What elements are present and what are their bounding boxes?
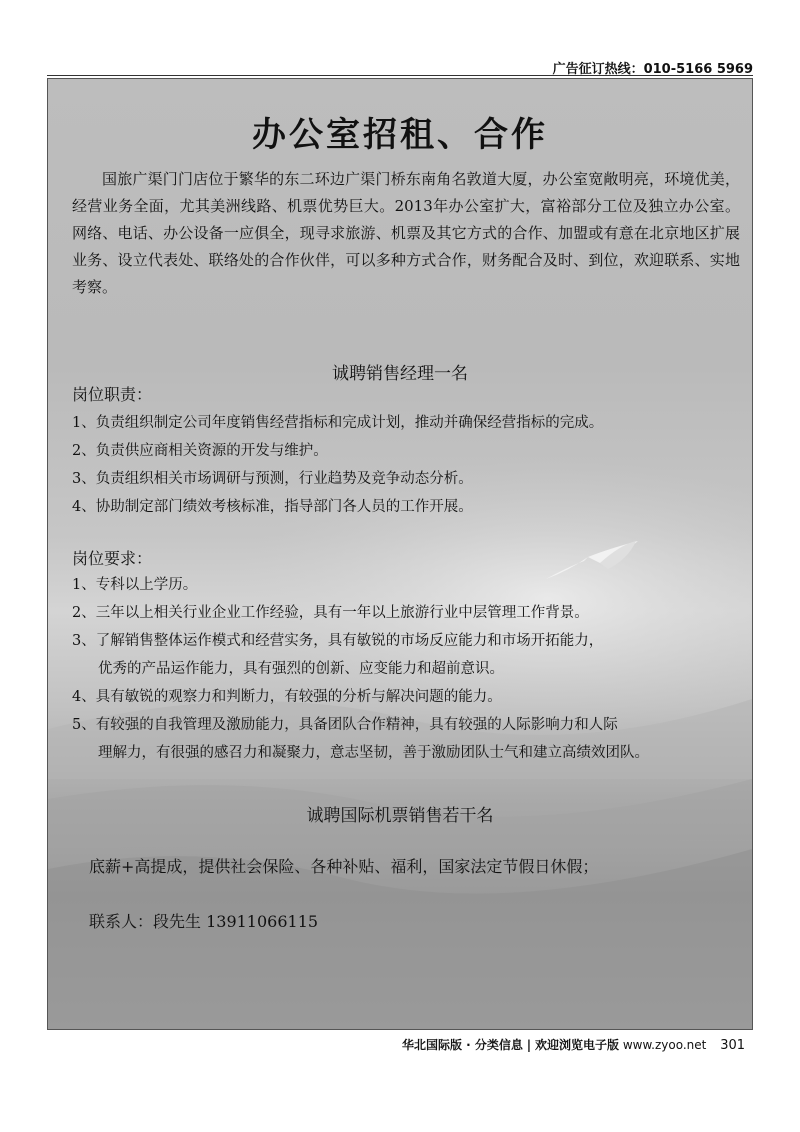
footer-promo: 欢迎浏览电子版: [534, 1038, 619, 1052]
page-number: 301: [720, 1038, 746, 1053]
requirements-label: 岗位要求：: [72, 549, 153, 568]
footer-separator: |: [526, 1038, 532, 1052]
footer-website: www.zyoo.net: [622, 1038, 707, 1052]
list-item: 3、了解销售整体运作模式和经营实务，具有敏锐的市场反应能力和市场开拓能力，: [72, 633, 604, 649]
list-item: 3、负责组织相关市场调研与预测，行业趋势及竞争动态分析。: [72, 471, 473, 487]
top-rule: [47, 75, 753, 76]
list-item: 2、负责供应商相关资源的开发与维护。: [72, 443, 328, 459]
requirements-list: [72, 571, 752, 767]
page-footer: [402, 1036, 745, 1053]
list-item: 4、具有敏锐的观察力和判断力，有较强的分析与解决问题的能力。: [72, 689, 502, 705]
duties-list: [72, 409, 752, 521]
list-item: 1、专科以上学历。: [72, 577, 198, 593]
duties-label: 岗位职责：: [72, 385, 153, 404]
list-item: 1、负责组织制定公司年度销售经营指标和完成计划，推动并确保经营指标的完成。: [72, 415, 604, 431]
list-item-continuation: 理解力，有很强的感召力和凝聚力，意志坚韧，善于激励团队士气和建立高绩效团队。: [98, 745, 649, 761]
ad-intro-paragraph: 国旅广渠门门店位于繁华的东二环边广渠门桥东南角名敦道大厦，办公室宽敞明亮，环境优美，经营业务全面，尤其美洲线路、机票优势巨大。2013年办公室扩大，富裕部分工位及独立办公室。网络、电话、办公设备一应俱全，现寻求旅游、机票及其它方式的合作、加盟或有意在北京地区扩展业务、设立代表处、联络处的合作伙伴，可以多种方式合作，财务配合及时、到位，欢迎联系、实地考察。: [72, 170, 740, 296]
job1-heading: 诚聘销售经理一名: [332, 364, 468, 384]
footer-edition: 华北国际版 · 分类信息: [402, 1038, 523, 1052]
job2-heading: 诚聘国际机票销售若干名: [306, 806, 494, 826]
benefits-line: 底薪+高提成，提供社会保险、各种补贴、福利，国家法定节假日休假；: [89, 857, 599, 876]
ad-title: 办公室招租、合作: [252, 115, 548, 155]
list-item-continuation: 优秀的产品运作能力，具有强烈的创新、应变能力和超前意识。: [98, 661, 504, 677]
list-item: 4、协助制定部门绩效考核标准，指导部门各人员的工作开展。: [72, 499, 473, 515]
list-item: 5、有较强的自我管理及激励能力，具备团队合作精神，具有较强的人际影响力和人际: [72, 717, 618, 733]
list-item: 2、三年以上相关行业企业工作经验，具有一年以上旅游行业中层管理工作背景。: [72, 605, 589, 621]
list-item: [72, 655, 752, 683]
ad-panel: [47, 78, 753, 1030]
contact-line: 联系人：段先生 13911066115: [89, 912, 319, 931]
list-item: [72, 739, 752, 767]
ad-hotline: 广告征订热线：010-5166 5969: [552, 62, 753, 77]
